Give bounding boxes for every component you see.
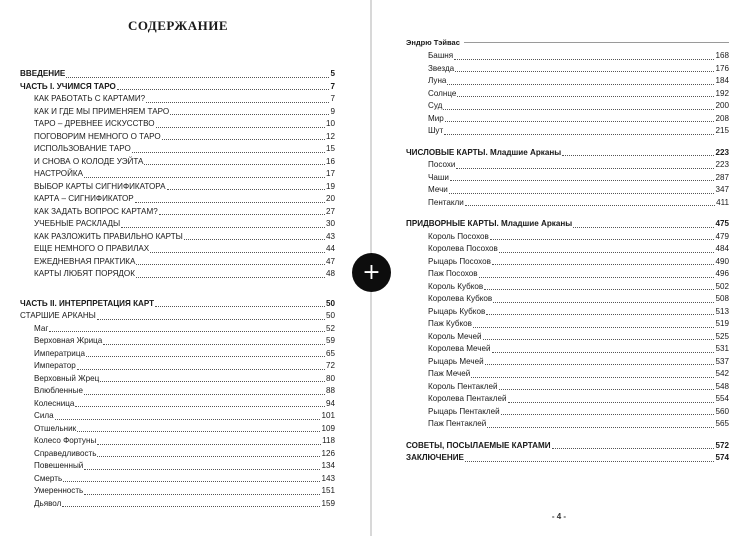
dot-leader — [170, 114, 329, 115]
dot-leader — [66, 77, 329, 78]
toc-entry-page: 223 — [715, 147, 729, 157]
dot-leader — [445, 121, 715, 122]
toc-entry-title: ЧАСТЬ II. ИНТЕРПРЕТАЦИЯ КАРТ — [20, 298, 155, 308]
toc-entry-title: Чаши — [428, 172, 449, 182]
toc-entry[interactable] — [20, 498, 335, 511]
toc-entry[interactable] — [20, 268, 335, 281]
dot-leader — [84, 494, 320, 495]
toc-entry-page: 59 — [325, 336, 335, 345]
plus-icon: + — [362, 259, 381, 285]
toc-entry-title: Королева Пентаклей — [428, 394, 507, 403]
toc-entry[interactable] — [406, 281, 729, 294]
dot-leader — [62, 506, 320, 507]
toc-entry-title: ЕЖЕДНЕВНАЯ ПРАКТИКА — [34, 256, 136, 266]
toc-entry[interactable] — [406, 318, 729, 331]
toc-entry-page: 560 — [715, 406, 729, 416]
toc-entry-title: Мечи — [428, 185, 448, 194]
toc-entry-page: 7 — [330, 94, 335, 103]
toc-entry-title: Паж Мечей — [428, 369, 471, 378]
toc-entry-page: 554 — [715, 394, 729, 403]
toc-entry-title: Сила — [34, 411, 54, 420]
toc-entry-page: 126 — [321, 448, 335, 458]
toc-entry-page: 43 — [325, 231, 335, 241]
toc-entry-title: Посохи — [428, 160, 456, 169]
dot-leader — [508, 402, 715, 403]
toc-entry-page: 475 — [715, 219, 729, 228]
toc-entry-title: КАК РАЗЛОЖИТЬ ПРАВИЛЬНО КАРТЫ — [34, 231, 183, 241]
dot-leader — [86, 356, 325, 357]
toc-entry-page: 574 — [715, 453, 729, 462]
toc-entry[interactable] — [406, 218, 729, 231]
toc-entry[interactable] — [406, 356, 729, 369]
toc-entry-title: ПОГОВОРИМ НЕМНОГО О ТАРО — [34, 131, 161, 141]
toc-entry-title: Смерть — [34, 473, 63, 483]
toc-entry-title: Мир — [428, 113, 444, 123]
dot-leader — [479, 277, 715, 278]
dot-leader — [471, 377, 714, 378]
toc-entry-page: 223 — [715, 160, 729, 169]
toc-entry-page: 15 — [325, 144, 335, 153]
toc-entry[interactable] — [20, 106, 335, 119]
toc-entry-page: 208 — [715, 113, 729, 123]
toc-entry-page: 16 — [325, 156, 335, 166]
toc-entry-title: ЗАКЛЮЧЕНИЕ — [406, 453, 464, 462]
dot-leader — [55, 419, 321, 420]
toc-entry[interactable] — [406, 293, 729, 306]
toc-entry-page: 65 — [325, 348, 335, 358]
toc-entry[interactable] — [406, 75, 729, 88]
dot-leader — [484, 289, 714, 290]
toc-entry-title: Император — [34, 361, 76, 370]
dot-leader — [135, 202, 325, 203]
toc-entry-title: Справедливость — [34, 448, 97, 458]
toc-entry-title: НАСТРОЙКА — [34, 169, 84, 178]
toc-entry-title: Король Посохов — [428, 231, 489, 241]
dot-leader — [444, 134, 714, 135]
toc-entry-title: ВЫБОР КАРТЫ СИГНИФИКАТОРА — [34, 181, 166, 191]
toc-entry-title: КАК ЗАДАТЬ ВОПРОС КАРТАМ? — [34, 206, 158, 216]
dot-leader — [443, 109, 714, 110]
toc-right — [406, 36, 729, 465]
toc-entry-page: 72 — [325, 361, 335, 370]
dot-leader — [473, 327, 715, 328]
toc-entry-page: 19 — [325, 181, 335, 191]
toc-entry[interactable] — [20, 81, 335, 94]
toc-entry-title: Король Кубков — [428, 281, 484, 291]
toc-entry-page: 572 — [715, 440, 729, 450]
toc-entry[interactable] — [406, 418, 729, 431]
toc-entry[interactable] — [406, 113, 729, 126]
dot-leader — [75, 406, 325, 407]
toc-entry-page: 80 — [325, 373, 335, 383]
toc-entry-title: КАК И ГДЕ МЫ ПРИМЕНЯЕМ ТАРО — [34, 106, 170, 116]
dot-leader — [156, 127, 325, 128]
toc-entry-title: Паж Пентаклей — [428, 419, 487, 428]
toc-entry-title: Рыцарь Посохов — [428, 256, 491, 266]
dot-leader — [167, 189, 325, 190]
dot-leader — [457, 96, 714, 97]
toc-entry[interactable] — [20, 218, 335, 231]
toc-entry-page: 519 — [715, 319, 729, 328]
toc-entry[interactable] — [20, 373, 335, 386]
toc-entry[interactable] — [406, 125, 729, 138]
toc-entry-title: И СНОВА О КОЛОДЕ УЭЙТА — [34, 156, 144, 166]
toc-entry[interactable] — [20, 206, 335, 219]
toc-entry-page: 184 — [715, 76, 729, 85]
toc-entry-page: 176 — [715, 63, 729, 73]
dot-leader — [456, 168, 714, 169]
toc-entry-page: 542 — [715, 369, 729, 378]
toc-entry[interactable] — [406, 331, 729, 344]
toc-entry-title: Маг — [34, 323, 49, 333]
toc-left — [20, 68, 335, 510]
toc-entry-page: 496 — [715, 269, 729, 278]
dot-leader — [573, 227, 714, 228]
dot-leader — [77, 431, 320, 432]
dot-leader — [49, 331, 325, 332]
dot-leader — [490, 239, 715, 240]
toc-entry-page: 17 — [325, 169, 335, 178]
dot-leader — [501, 414, 715, 415]
add-button[interactable] — [352, 253, 391, 292]
dot-leader — [136, 264, 325, 265]
dot-leader — [492, 264, 715, 265]
toc-entry[interactable] — [20, 298, 335, 311]
toc-entry[interactable] — [406, 343, 729, 356]
toc-entry-page: 5 — [330, 69, 335, 78]
toc-entry-title: Рыцарь Пентаклей — [428, 406, 500, 416]
dot-leader — [117, 89, 330, 90]
toc-entry[interactable] — [406, 231, 729, 244]
toc-entry-title: Императрица — [34, 348, 85, 358]
toc-entry-title: Рыцарь Мечей — [428, 356, 484, 366]
dot-leader — [184, 239, 325, 240]
dot-leader — [483, 339, 715, 340]
toc-entry[interactable] — [406, 159, 729, 172]
dot-leader — [450, 180, 715, 181]
toc-entry-title: Колесница — [34, 398, 75, 408]
toc-entry[interactable] — [406, 306, 729, 319]
toc-entry[interactable] — [20, 410, 335, 423]
toc-entry[interactable] — [20, 168, 335, 181]
toc-entry-page: 347 — [715, 185, 729, 194]
toc-entry-page: 537 — [715, 356, 729, 366]
toc-entry[interactable] — [20, 118, 335, 131]
toc-entry-page: 109 — [321, 423, 335, 433]
toc-entry-page: 525 — [715, 331, 729, 341]
toc-entry-title: Повешенный — [34, 461, 84, 470]
dot-leader — [552, 448, 715, 449]
toc-entry[interactable] — [20, 156, 335, 169]
toc-entry-page: 50 — [325, 298, 335, 308]
toc-entry[interactable] — [406, 268, 729, 281]
toc-entry-page: 52 — [325, 323, 335, 333]
dot-leader — [465, 461, 715, 462]
toc-entry-title: ЧИСЛОВЫЕ КАРТЫ. Младшие Арканы — [406, 147, 562, 157]
toc-entry-title: Влюбленные — [34, 386, 83, 395]
toc-entry-page: 287 — [715, 172, 729, 182]
dot-leader — [454, 59, 714, 60]
dot-leader — [97, 319, 325, 320]
toc-entry-title: Луна — [428, 76, 447, 85]
dot-leader — [465, 205, 715, 206]
toc-entry-page: 502 — [715, 281, 729, 291]
toc-entry-page: 9 — [330, 106, 335, 116]
dot-leader — [84, 394, 325, 395]
toc-entry-title: Король Мечей — [428, 331, 482, 341]
toc-entry-page: 134 — [321, 461, 335, 470]
toc-entry-page: 490 — [715, 256, 729, 266]
toc-entry-page: 7 — [330, 81, 335, 91]
toc-entry[interactable] — [406, 406, 729, 419]
toc-entry-title: ЧАСТЬ I. УЧИМСЯ ТАРО — [20, 81, 116, 91]
toc-entry[interactable] — [20, 473, 335, 486]
dot-leader — [77, 369, 325, 370]
dot-leader — [447, 84, 714, 85]
toc-entry[interactable] — [406, 381, 729, 394]
toc-entry[interactable] — [406, 452, 729, 465]
toc-entry[interactable] — [20, 423, 335, 436]
dot-leader — [121, 227, 325, 228]
toc-entry-title: ИСПОЛЬЗОВАНИЕ ТАРО — [34, 144, 131, 153]
dot-leader — [97, 456, 320, 457]
toc-entry-page: 44 — [325, 244, 335, 253]
dot-leader — [144, 164, 325, 165]
toc-entry-title: Королева Посохов — [428, 244, 498, 253]
toc-entry[interactable] — [20, 485, 335, 498]
toc-entry-title: Верховная Жрица — [34, 336, 103, 345]
toc-entry[interactable] — [20, 360, 335, 373]
toc-entry-title: КАРТА – СИГНИФИКАТОР — [34, 194, 134, 203]
header-rule — [464, 42, 729, 43]
toc-entry[interactable] — [20, 448, 335, 461]
toc-entry[interactable] — [20, 310, 335, 323]
toc-entry[interactable] — [406, 184, 729, 197]
toc-entry[interactable] — [20, 143, 335, 156]
toc-entry-title: УЧЕБНЫЕ РАСКЛАДЫ — [34, 219, 121, 228]
toc-entry-page: 508 — [715, 294, 729, 303]
toc-entry[interactable] — [20, 385, 335, 398]
dot-leader — [485, 364, 715, 365]
toc-entry[interactable] — [20, 335, 335, 348]
dot-leader — [100, 381, 325, 382]
toc-entry-title: ТАРО – ДРЕВНЕЕ ИСКУССТВО — [34, 119, 155, 128]
toc-entry-title: Королева Мечей — [428, 344, 491, 353]
toc-entry-title: Шут — [428, 126, 444, 135]
toc-entry-title: Колесо Фортуны — [34, 436, 97, 445]
toc-entry-title: Королева Кубков — [428, 294, 493, 303]
toc-entry-title: Рыцарь Кубков — [428, 306, 486, 316]
toc-entry-title: Дьявол — [34, 498, 62, 508]
toc-entry-title: Отшельник — [34, 423, 77, 433]
toc-entry-title: ЕЩЕ НЕМНОГО О ПРАВИЛАХ — [34, 244, 150, 253]
dot-leader — [499, 252, 715, 253]
toc-entry-title: КАРТЫ ЛЮБЯТ ПОРЯДОК — [34, 269, 135, 278]
toc-entry-page: 159 — [321, 498, 335, 508]
toc-entry[interactable] — [406, 393, 729, 406]
toc-entry-title: Суд — [428, 101, 443, 110]
dot-leader — [562, 155, 714, 156]
toc-entry-page: 484 — [715, 244, 729, 253]
toc-entry-title: Паж Кубков — [428, 319, 472, 328]
toc-entry[interactable] — [20, 68, 335, 81]
toc-entry[interactable] — [20, 93, 335, 106]
toc-entry[interactable] — [20, 231, 335, 244]
toc-entry-title: ПРИДВОРНЫЕ КАРТЫ. Младшие Арканы — [406, 219, 573, 228]
toc-entry-page: 118 — [322, 436, 335, 445]
toc-entry-page: 565 — [715, 419, 729, 428]
dot-leader — [136, 277, 325, 278]
toc-entry-page: 101 — [321, 411, 335, 420]
dot-leader — [146, 102, 329, 103]
toc-entry[interactable] — [406, 50, 729, 63]
dot-leader — [63, 481, 320, 482]
toc-entry-title: Башня — [428, 51, 454, 60]
dot-leader — [132, 152, 325, 153]
dot-leader — [97, 444, 321, 445]
toc-entry-title: Пентакли — [428, 197, 464, 207]
toc-entry-page: 50 — [325, 311, 335, 320]
toc-entry-page: 192 — [715, 88, 729, 98]
toc-entry-title: Звезда — [428, 63, 455, 73]
toc-entry-page: 12 — [325, 131, 335, 141]
toc-entry[interactable] — [406, 63, 729, 76]
toc-entry[interactable] — [20, 256, 335, 269]
dot-leader — [155, 306, 325, 307]
toc-entry[interactable] — [406, 88, 729, 101]
dot-leader — [103, 344, 325, 345]
running-header — [406, 36, 729, 49]
author-name: Эндрю Тэйвас — [406, 38, 460, 47]
toc-entry-title: СОВЕТЫ, ПОСЫЛАЕМЫЕ КАРТАМИ — [406, 440, 551, 450]
toc-entry-page: 30 — [325, 219, 335, 228]
toc-entry[interactable] — [406, 197, 729, 210]
dot-leader — [487, 427, 714, 428]
left-page — [0, 0, 370, 536]
toc-entry-page: 548 — [715, 381, 729, 391]
toc-entry[interactable] — [20, 398, 335, 411]
toc-entry-page: 200 — [715, 101, 729, 110]
toc-entry-page: 479 — [715, 231, 729, 241]
toc-entry[interactable] — [20, 348, 335, 361]
toc-entry-title: ВВЕДЕНИЕ — [20, 69, 66, 78]
toc-entry-page: 48 — [325, 269, 335, 278]
dot-leader — [84, 469, 320, 470]
toc-entry-title: Паж Посохов — [428, 269, 478, 278]
toc-entry[interactable] — [20, 193, 335, 206]
toc-entry[interactable] — [20, 181, 335, 194]
toc-entry[interactable] — [20, 131, 335, 144]
toc-entry-page: 47 — [325, 256, 335, 266]
dot-leader — [162, 139, 325, 140]
dot-leader — [150, 252, 325, 253]
page-number: - 4 - — [551, 512, 567, 521]
toc-entry-page: 143 — [321, 473, 335, 483]
page-title: СОДЕРЖАНИЕ — [127, 18, 229, 33]
toc-entry[interactable] — [20, 243, 335, 256]
toc-entry-page: 513 — [715, 306, 729, 316]
dot-leader — [84, 177, 325, 178]
toc-entry[interactable] — [406, 368, 729, 381]
toc-entry-page: 168 — [715, 51, 729, 60]
dot-leader — [499, 389, 715, 390]
toc-entry[interactable] — [406, 256, 729, 269]
dot-leader — [493, 302, 714, 303]
toc-entry-title: Умеренность — [34, 486, 84, 495]
toc-entry[interactable] — [20, 323, 335, 336]
toc-entry[interactable] — [406, 100, 729, 113]
toc-entry-page: 10 — [325, 119, 335, 128]
toc-entry[interactable] — [20, 460, 335, 473]
toc-entry-title: КАК РАБОТАТЬ С КАРТАМИ? — [34, 94, 146, 103]
toc-entry-title: СТАРШИЕ АРКАНЫ — [20, 311, 96, 320]
toc-entry[interactable] — [20, 435, 335, 448]
toc-entry-page: 88 — [325, 386, 335, 395]
toc-entry-title: Верховный Жрец — [34, 373, 100, 383]
toc-entry-page: 27 — [325, 206, 335, 216]
dot-leader — [486, 314, 714, 315]
dot-leader — [492, 352, 715, 353]
dot-leader — [455, 71, 714, 72]
toc-entry-title: Король Пентаклей — [428, 381, 498, 391]
toc-entry-page: 20 — [325, 194, 335, 203]
toc-entry-page: 151 — [321, 486, 335, 495]
toc-entry-page: 411 — [716, 197, 729, 207]
toc-entry-page: 215 — [715, 126, 729, 135]
toc-entry-title: Солнце — [428, 88, 457, 98]
toc-entry-page: 94 — [325, 398, 335, 408]
toc-entry-page: 531 — [715, 344, 729, 353]
right-page — [372, 0, 746, 536]
dot-leader — [159, 214, 325, 215]
toc-entry[interactable] — [406, 243, 729, 256]
toc-entry[interactable] — [406, 147, 729, 160]
toc-entry[interactable] — [406, 172, 729, 185]
toc-entry[interactable] — [406, 440, 729, 453]
dot-leader — [449, 193, 715, 194]
